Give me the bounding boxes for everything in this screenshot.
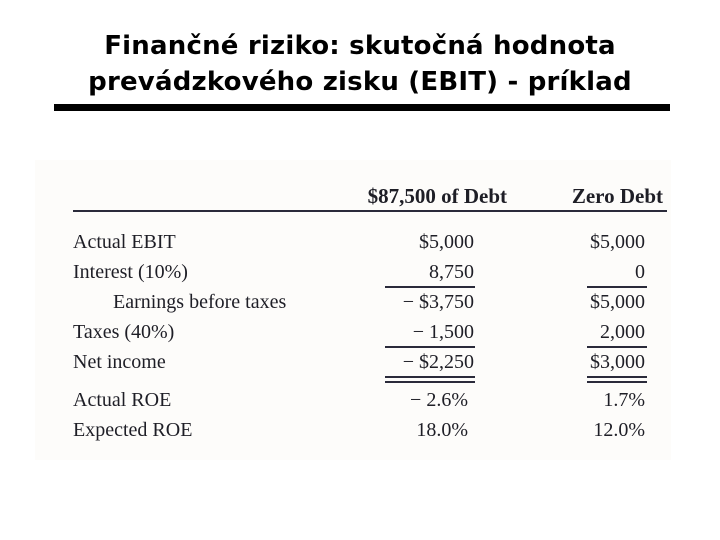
row-label-actual-ebit: Actual EBIT bbox=[73, 231, 176, 253]
title-divider bbox=[54, 104, 670, 111]
subtotal-rule-zero bbox=[587, 286, 647, 288]
cell-debt-net-income: − $2,250 bbox=[402, 351, 474, 373]
total-rule-debt-top bbox=[385, 376, 475, 378]
cell-debt-expected-roe: 18.0% bbox=[416, 419, 468, 441]
header-debt: $87,500 of Debt bbox=[367, 184, 507, 208]
cell-debt-interest: 8,750 bbox=[429, 261, 474, 283]
total-rule-zero-bottom bbox=[587, 381, 647, 383]
cell-zero-actual-ebit: $5,000 bbox=[590, 231, 645, 253]
cell-zero-interest: 0 bbox=[635, 261, 645, 283]
title-line-1: Finančné riziko: skutočná hodnota bbox=[104, 31, 616, 61]
cell-zero-expected-roe: 12.0% bbox=[593, 419, 645, 441]
header-zero-debt: Zero Debt bbox=[571, 184, 663, 208]
row-label-interest: Interest (10%) bbox=[73, 261, 188, 283]
cell-zero-ebt: $5,000 bbox=[590, 291, 645, 313]
subtotal-rule-zero-2 bbox=[587, 346, 647, 348]
row-label-taxes: Taxes (40%) bbox=[73, 321, 175, 343]
cell-debt-actual-ebit: $5,000 bbox=[419, 231, 474, 253]
subtotal-rule-debt bbox=[385, 286, 475, 288]
total-rule-zero-top bbox=[587, 376, 647, 378]
cell-zero-net-income: $3,000 bbox=[590, 351, 645, 373]
cell-debt-actual-roe: − 2.6% bbox=[410, 389, 468, 411]
header-rule bbox=[73, 210, 667, 212]
cell-debt-taxes: − 1,500 bbox=[412, 321, 474, 343]
cell-zero-actual-roe: 1.7% bbox=[603, 389, 645, 411]
cell-zero-taxes: 2,000 bbox=[600, 321, 645, 343]
row-label-actual-roe: Actual ROE bbox=[73, 389, 172, 411]
slide-title bbox=[0, 28, 720, 100]
cell-debt-ebt: − $3,750 bbox=[402, 291, 474, 313]
total-rule-debt-bottom bbox=[385, 381, 475, 383]
row-label-expected-roe: Expected ROE bbox=[73, 419, 193, 441]
financial-table bbox=[35, 160, 671, 460]
title-line-2: prevádzkového zisku (EBIT) - príklad bbox=[88, 67, 632, 97]
subtotal-rule-debt-2 bbox=[385, 346, 475, 348]
row-label-ebt: Earnings before taxes bbox=[113, 291, 287, 313]
row-label-net-income: Net income bbox=[73, 351, 166, 373]
